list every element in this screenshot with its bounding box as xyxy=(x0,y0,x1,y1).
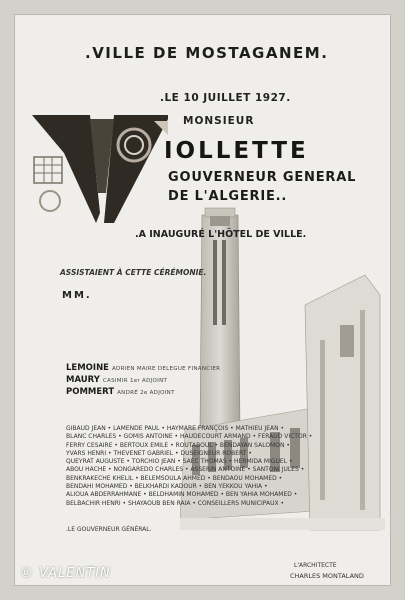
mm-heading: MM. xyxy=(62,290,92,301)
event-date: .LE 10 JUILLET 1927. xyxy=(160,92,291,104)
official-surname: POMMERT xyxy=(66,387,115,397)
councillor-line: FERRY CÉSAIRE • BERTOUX EMILE • ROUTABOUL • BENDAYAN SALOMON • xyxy=(66,441,290,449)
official-row xyxy=(66,387,175,397)
official-detail: ANDRÉ 2e ADJOINT xyxy=(117,390,175,396)
official-row xyxy=(66,363,220,373)
official-surname: LEMOINE xyxy=(66,363,109,373)
councillor-line: ALIOUA ABDERRAHMANE • BELDHAMIN MOHAMED • BEN YAHIA MOHAMED • xyxy=(66,491,298,499)
councillor-line: QUEYRAT AUGUSTE • TORCHIO JEAN • SAEC THOMAS • HERMIDA MIGUEL • xyxy=(66,458,293,466)
official-surname: MAURY xyxy=(66,375,100,385)
official-row xyxy=(66,375,167,385)
honoree-title-line1: GOUVERNEUR GENERAL xyxy=(168,170,357,185)
official-detail: CASIMIR 1er ADJOINT xyxy=(102,378,168,384)
councillor-line: BENKRAKECHE KHELIL • BELEMSOULA AHMED • BENDAOU MOHAMED • xyxy=(66,474,283,482)
councillor-line: BLANC CHARLES • GOMIS ANTOINE • HAUDECOURT ARMAND • FERAUD VICTOR • xyxy=(66,433,313,441)
governor-signature-line: .LE GOUVERNEUR GÉNÉRAL. xyxy=(66,526,152,533)
inauguration-text: .A INAUGURÉ L'HÔTEL DE VILLE. xyxy=(135,229,307,240)
architect-label: L'ARCHITECTE xyxy=(294,562,337,569)
councillor-line: YVARS HENRI • THEVENET GABRIEL • DUSEIGNEUR ROBERT • xyxy=(66,449,252,457)
councillor-line: ABOU HACHE • NONGAREDO CHARLES • ASSERIN ANTOINE • SANTONI JULES • xyxy=(66,466,305,474)
honoree-name: IOLLETTE xyxy=(164,138,309,164)
honoree-title-line2: DE L'ALGERIE.. xyxy=(168,189,288,204)
architect-name: CHARLES MONTALAND xyxy=(290,572,364,580)
v-monogram-icon xyxy=(30,113,172,231)
councillor-list xyxy=(66,425,386,508)
watermark: © VALENTIN xyxy=(20,566,111,581)
councillor-line: BELBACHIR HENRI • SHAYAOUB BEN RAÏA • CONSEILLERS MUNICIPAUX • xyxy=(66,499,285,507)
councillor-line: GIBAUD JEAN • LAMENDE PAUL • HAYMARE FRANÇOIS • MATHIEU JEAN • xyxy=(66,425,285,432)
official-detail: ADRIEN MAIRE DELEGUE FINANCIER xyxy=(111,366,221,372)
attendance-heading: ASSISTAIENT À CETTE CÉRÉMONIE. xyxy=(60,268,207,277)
councillor-line: BENDAHI MOHAMED • BELKHARDI KADOUR • BEN YEKKOU YAHIA • xyxy=(66,483,268,491)
city-heading: .VILLE DE MOSTAGANEM. xyxy=(85,44,329,62)
salutation: MONSIEUR xyxy=(183,115,255,127)
